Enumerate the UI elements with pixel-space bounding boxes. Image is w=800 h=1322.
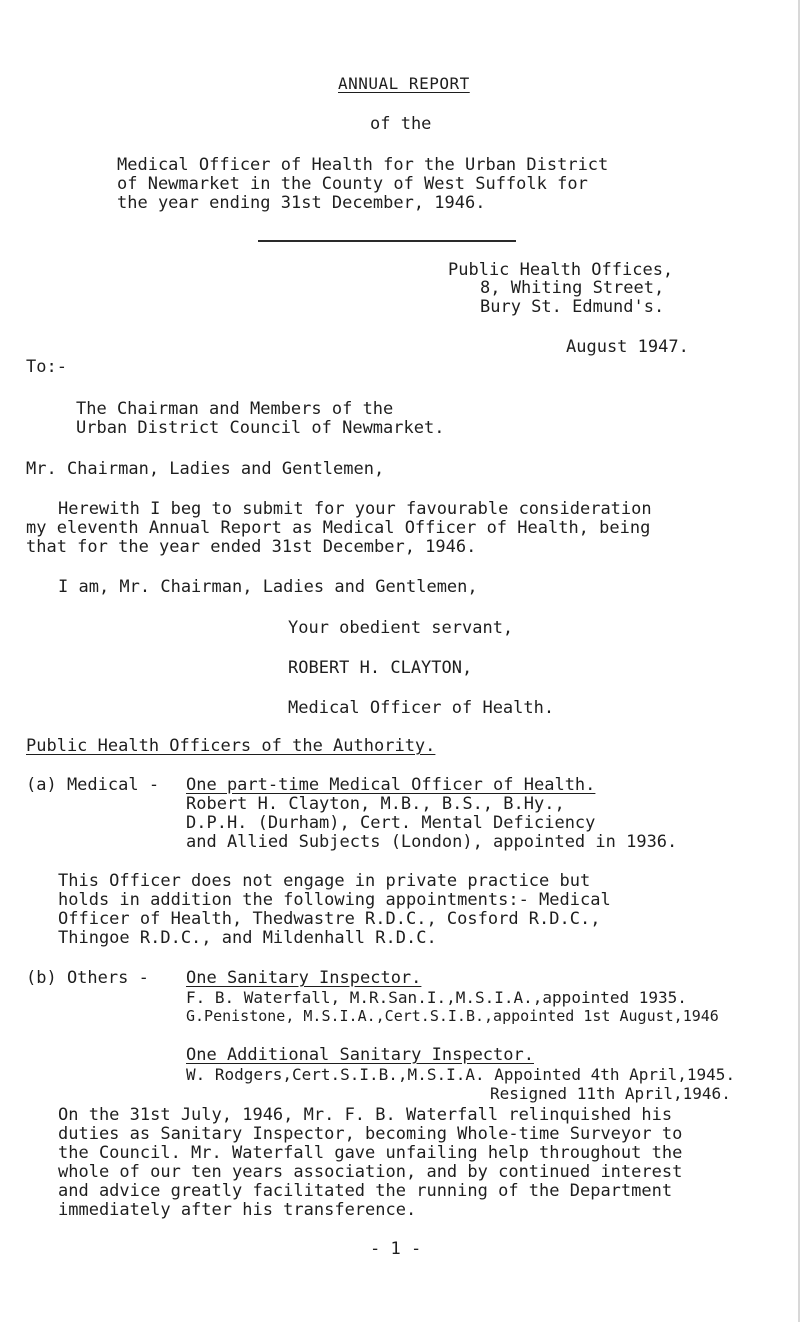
closing-paragraph-line-3: the Council. Mr. Waterfall gave unfailing help throughout the <box>58 1143 683 1163</box>
signature-name: ROBERT H. CLAYTON, <box>288 658 473 678</box>
to-label: To:- <box>26 357 67 377</box>
practice-line-2: holds in addition the following appointments:- Medical <box>58 890 611 910</box>
medical-detail-3: and Allied Subjects (London), appointed in 1936. <box>186 832 678 852</box>
inspector-detail-1: F. B. Waterfall, M.R.San.I.,M.S.I.A.,appointed 1935. <box>186 988 687 1007</box>
closing-paragraph-line-4: whole of our ten years association, and by continued interest <box>58 1162 683 1182</box>
address-line-3: Bury St. Edmund's. <box>480 297 665 317</box>
inspector-post: One Sanitary Inspector. <box>186 968 422 988</box>
signature-title: Medical Officer of Health. <box>288 698 555 718</box>
intro-line-1: Medical Officer of Health for the Urban District <box>117 155 609 175</box>
report-title: ANNUAL REPORT <box>338 74 470 93</box>
practice-line-1: This Officer does not engage in private practice but <box>58 871 591 891</box>
sign-off: Your obedient servant, <box>288 618 514 638</box>
practice-line-4: Thingoe R.D.C., and Mildenhall R.D.C. <box>58 928 437 948</box>
of-the-line: of the <box>370 114 432 134</box>
closing-paragraph-line-1: On the 31st July, 1946, Mr. F. B. Waterfall relinquished his <box>58 1105 673 1125</box>
page-number: - 1 - <box>370 1239 422 1259</box>
medical-post: One part-time Medical Officer of Health. <box>186 775 596 795</box>
medical-detail-1: Robert H. Clayton, M.B., B.S., B.Hy., <box>186 794 565 814</box>
additional-detail-2: Resigned 11th April,1946. <box>490 1084 731 1103</box>
additional-inspector-post: One Additional Sanitary Inspector. <box>186 1045 534 1065</box>
medical-label: (a) Medical - <box>26 775 160 795</box>
closing-paragraph-line-2: duties as Sanitary Inspector, becoming Whole-time Surveyor to <box>58 1124 683 1144</box>
recipient-line-1: The Chairman and Members of the <box>76 399 394 419</box>
body-line-2: my eleventh Annual Report as Medical Officer of Health, being <box>26 518 651 538</box>
closing-line: I am, Mr. Chairman, Ladies and Gentlemen, <box>58 577 478 597</box>
medical-detail-2: D.P.H. (Durham), Cert. Mental Deficiency <box>186 813 596 833</box>
body-line-3: that for the year ended 31st December, 1946. <box>26 537 477 557</box>
letter-date: August 1947. <box>566 337 689 357</box>
closing-paragraph-line-5: and advice greatly facilitated the running of the Department <box>58 1181 673 1201</box>
intro-line-3: the year ending 31st December, 1946. <box>117 193 486 213</box>
address-line-2: 8, Whiting Street, <box>480 278 665 298</box>
body-line-1: Herewith I beg to submit for your favourable consideration <box>58 499 652 519</box>
additional-detail-1: W. Rodgers,Cert.S.I.B.,M.S.I.A. Appointed 4th April,1945. <box>186 1065 736 1084</box>
others-label: (b) Others - <box>26 968 149 988</box>
intro-line-2: of Newmarket in the County of West Suffolk for <box>117 174 588 194</box>
title-divider <box>258 240 516 242</box>
closing-paragraph-line-6: immediately after his transference. <box>58 1200 417 1220</box>
address-line-1: Public Health Offices, <box>448 260 674 280</box>
salutation: Mr. Chairman, Ladies and Gentlemen, <box>26 459 385 479</box>
officers-heading: Public Health Officers of the Authority. <box>26 736 436 756</box>
practice-line-3: Officer of Health, Thedwastre R.D.C., Cosford R.D.C., <box>58 909 601 929</box>
inspector-detail-2: G.Penistone, M.S.I.A.,Cert.S.I.B.,appointed 1st August,1946 <box>186 1007 719 1025</box>
recipient-line-2: Urban District Council of Newmarket. <box>76 418 445 438</box>
